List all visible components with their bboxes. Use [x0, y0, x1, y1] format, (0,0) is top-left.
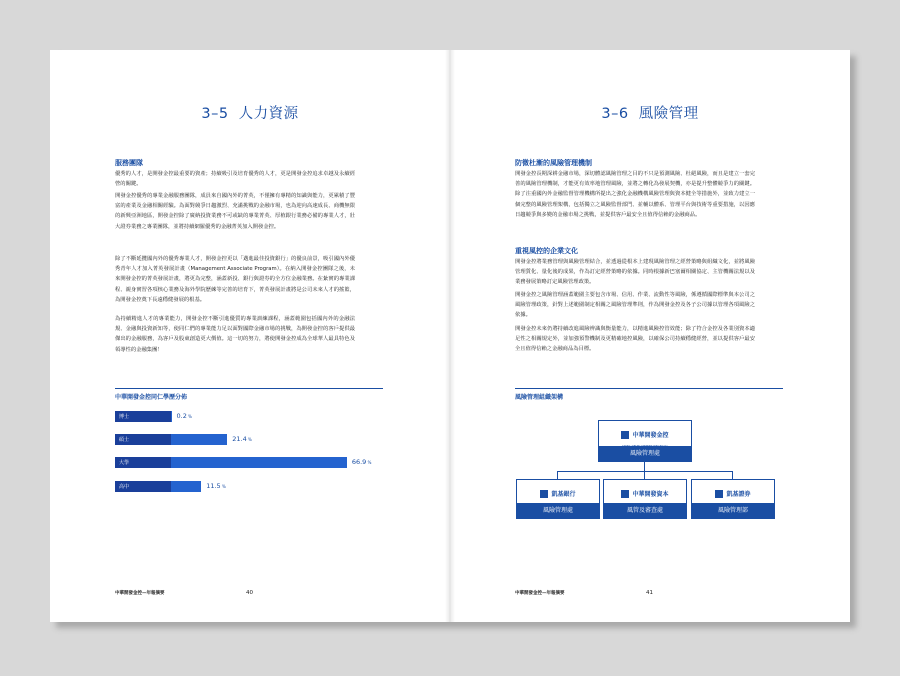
org-connector-left: [557, 471, 558, 479]
kgi-logo-icon: [540, 490, 548, 498]
cdf-logo-icon: [621, 431, 629, 439]
page-number: 40: [246, 590, 253, 596]
chart-category-label: 高中: [119, 484, 130, 490]
org-top-name: 中華開發金控: [632, 432, 669, 439]
org-top-logo: [599, 424, 691, 448]
section-number: 3–6: [601, 106, 629, 122]
paragraph-1: 開發金控長期深耕金融市場，深切體認風險管理之目的不只是預測風險、杜絕風險，而且是建立一套完善的風險管理機制，才能更有效率地管理風險，並將之轉化為發展契機，亦是提升整體競爭力的關鍵。除了注重國內外金融監督管理機構所提出之強化金融機構風險管理與資本健全等措施外，並致力建立一個完整的風險管理架構，包括獨立之風險監督部門、並輔以體系、管理平台與技術等重要措施，以因應日趨競爭與多變的金融市場之挑戰，並提供客戶最安全且值得信賴的金融商品。: [515, 171, 755, 218]
right-page: [450, 50, 850, 622]
section-title-text: 人力資源: [238, 106, 299, 122]
footer-text: 中華開發金控—年報摘要: [515, 591, 565, 596]
section-number: 3–5: [201, 106, 229, 122]
paragraph-3: 除了不斷延攬國內外的優秀專業人才，開發金控更以「邁進最佳投資銀行」的優良前景，吸引國內外優秀青年人才加入菁英發展計畫（Management Associate Program）。在納入開發金控團隊之後，未來開發金控的菁英發展計畫，將更為完整，涵蓋新投、銀行與證券的全方位金融業務。在紮實的專業課程、親身實習各項核心業務及海外學院歷練等完善的培育下，菁英發展計畫將是公司未來人才的搖籃，為開發金控奠下長遠穩健發展的根基。: [115, 256, 355, 303]
org-connector-vertical: [644, 461, 645, 471]
footer-text: 中華開發金控—年報摘要: [115, 591, 165, 596]
left-page: [50, 50, 450, 622]
chart-value-unit: %: [246, 437, 252, 442]
chart-value-bar: [171, 481, 201, 492]
chart-value-unit: %: [366, 460, 372, 465]
org-chart-title: 風險管理組織架構: [515, 394, 564, 401]
chart-category-label: 大學: [119, 460, 130, 466]
org-child-box: [516, 479, 600, 519]
org-connector-mid: [644, 471, 645, 479]
kgi-securities-logo-icon: [715, 490, 723, 498]
chart-rule: [115, 388, 383, 389]
section-heading-1: 防微杜漸的風險管理機制: [515, 159, 592, 167]
org-child-name: 中華開發資本: [632, 491, 669, 498]
chart-title: 中華開發金控同仁學歷分佈: [115, 394, 188, 401]
chart-value-label: 21.4 %: [232, 435, 252, 443]
chart-value-unit: %: [186, 414, 192, 419]
chart-bar: [115, 481, 171, 492]
org-child-name: 凱基銀行: [551, 491, 576, 498]
org-top-box: [598, 420, 692, 462]
org-child-unit: 風險管理部: [692, 503, 774, 518]
book-gutter: [445, 50, 455, 622]
chart-value-bar: [171, 457, 347, 468]
org-child-box: [691, 479, 775, 519]
chart-category-label: 博士: [119, 414, 130, 420]
org-child-unit: 風管及審查處: [604, 503, 686, 518]
org-connector-right: [732, 471, 733, 479]
org-child-name: 凱基證券: [726, 491, 751, 498]
paragraph-4: 開發金控未來仍將持續改進風險辨識與衡量能力，以精進風險控管效能；除了符合金控及各業別資本適足性之相關規定外，並加強預警機制及更精確地控風險，以確保公司持續穩健經營，並以提供客戶最安全且值得信賴之金融商品為目標。: [515, 326, 755, 353]
chart-value-label: 0.2 %: [176, 412, 192, 420]
chart-category-label: 碩士: [119, 437, 130, 443]
chart-value-bar: [171, 434, 227, 445]
paragraph-2: 開發金控將業務管理與風險管理結合，並透過從根本上建現風險管理之經營策略與組織文化，並將風險管理質化、量化後的成果，作為訂定經營策略的依據。同時根據新巴塞爾相關協定、主管機關法規以及業務發展策略訂定風險管理政策。: [515, 259, 755, 286]
chart-value-unit: %: [220, 484, 226, 489]
chart-value-label: 11.5 %: [206, 482, 226, 490]
section-title: [50, 102, 450, 123]
paragraph-2: 開發金控優秀的專業金融服務團隊，成員來自國內外的菁英，不僅擁有專精的知識與能力，更累積了豐富的產業及金融相關經驗。為面對競爭日趨激烈、充滿挑戰的金融市場，也為迎向高速成長、商機無限的新興亞洲地區，開發金控除了廣納投資業務不可或缺的專業菁英、厚植銀行業務必備的專業人才，壯大證券業務之專業團隊，並將持續網羅優秀的金融菁英加入開發金控。: [115, 193, 355, 230]
section-heading-2: 重視風控的企業文化: [515, 247, 578, 255]
chart-bar: [115, 434, 171, 445]
chart-value-bar: [171, 411, 172, 422]
org-child-box: [603, 479, 687, 519]
section-heading: 服務團隊: [115, 159, 143, 167]
paragraph-3: 開發金控之風險管理涵蓋範圍主要包含市場、信用、作業、流動性等風險，係遵循國際標準與本公司之風險管理政策，針對上述範圍制定相關之風險管理準則，作為開發金控及各子公司據以管理各項風險之依據。: [515, 292, 755, 319]
cdib-logo-icon: [621, 490, 629, 498]
paragraph-4: 為持續精進人才的專業能力，開發金控不斷引進優質的專業訓練課程，涵蓋範圍包括國內外的金融法規、金融與投資新知等，使同仁們的專業能力足以面對國際金融市場的挑戰，為開發金控的客戶提供最傑出的金融服務，為客戶及股東創造更大價值。這一切的努力，將使開發金控成為全球華人最具特色及領導性的金融集團！: [115, 316, 355, 353]
chart-bar: [115, 411, 171, 422]
chart-value-label: 66.9 %: [351, 458, 372, 466]
section-title: [450, 102, 850, 123]
page-number: 41: [646, 590, 653, 596]
paragraph-1: 優秀的人才，是開發金控最重要的資產；持續吸引及培育優秀的人才，更是開發金控追求卓越及永續經營的關鍵。: [115, 171, 355, 188]
org-top-unit: 風險管理處: [599, 446, 691, 461]
section-title-text: 風險管理: [638, 106, 699, 122]
book-spread: [50, 50, 850, 622]
org-chart-rule: [515, 388, 783, 389]
org-child-unit: 風險管理處: [517, 503, 599, 518]
chart-bar: [115, 457, 171, 468]
